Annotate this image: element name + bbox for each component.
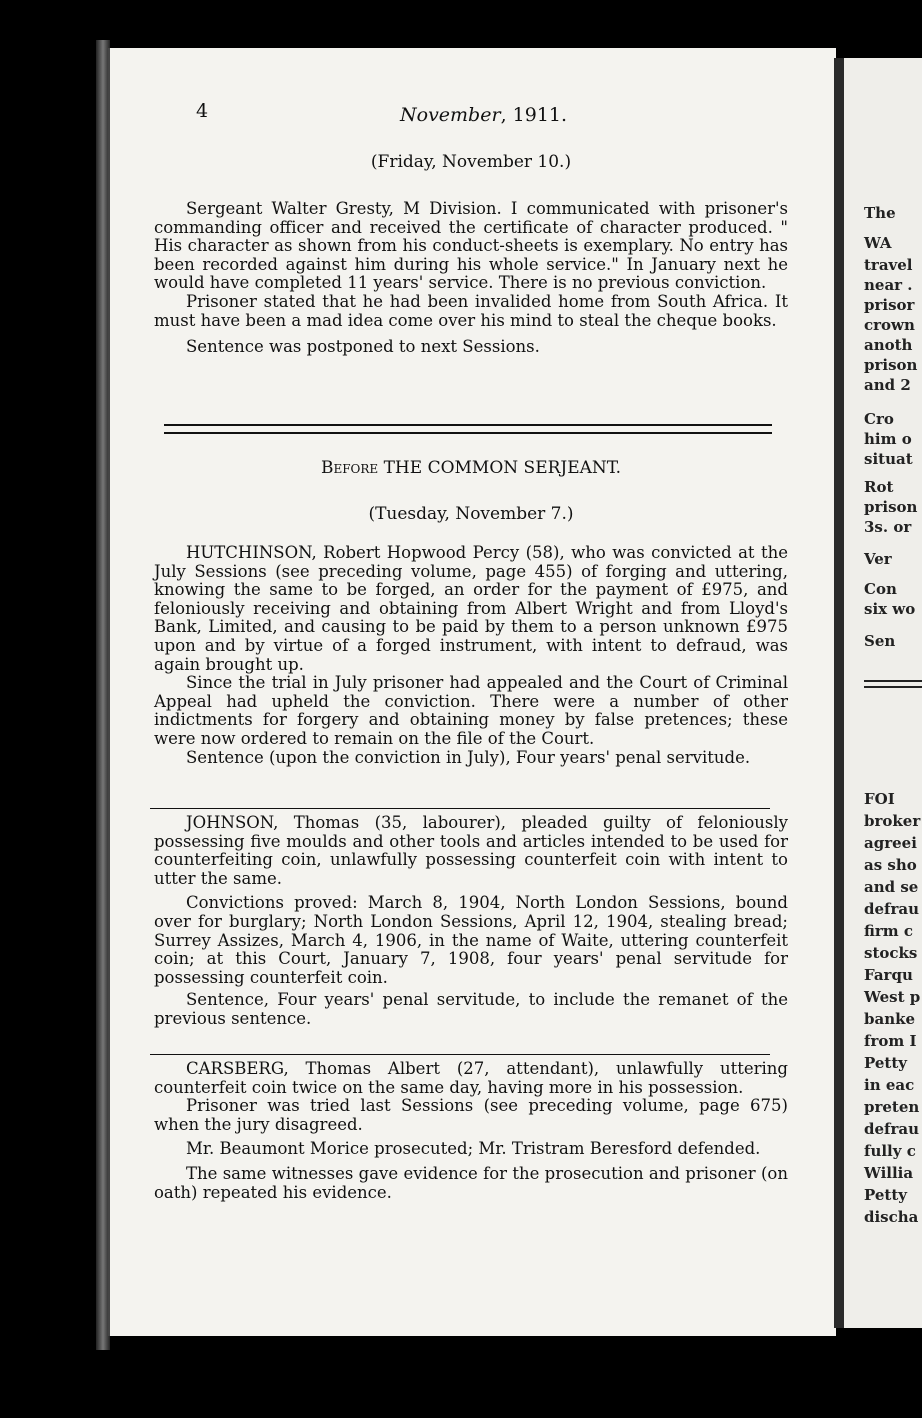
right-page-line: The — [864, 204, 896, 222]
case-carsberg — [154, 1060, 788, 1202]
paragraph: Convictions proved: March 8, 1904, North London Sessions, bound over for burglary; North London Sessions, April 12, 1904, stealing bread; Surrey Assizes, March 4, 1906, in the name of Waite, uttering counterfeit coin; at this Court, January 7, 1908, four years' penal servitude for possessing counterfeit coin. — [154, 893, 788, 987]
right-page-line: defrau — [864, 1120, 920, 1138]
right-page-line: near . — [864, 276, 913, 294]
right-page-line: fully c — [864, 1142, 916, 1160]
court-heading-title: THE COMMON SERJEANT. — [383, 458, 622, 478]
right-page-line: Rot — [864, 478, 894, 496]
paragraph: Since the trial in July prisoner had appealed and the Court of Criminal Appeal had upheld the conviction. There were a number of other indictments for forgery and obtaining money by false pretences; these were now ordered to remain on the file of the Court. — [154, 673, 788, 748]
case-johnson — [154, 814, 788, 1029]
right-page-line: him o — [864, 430, 912, 448]
right-page-line: discha — [864, 1208, 919, 1226]
paragraph: Sentence, Four years' penal servitude, to include the remanet of the previous sentence. — [154, 990, 788, 1028]
case-divider — [150, 808, 770, 809]
right-page-line: Petty — [864, 1186, 907, 1204]
running-head-month: November — [400, 104, 501, 126]
right-page-line: West p — [864, 988, 921, 1006]
court-heading — [154, 458, 788, 478]
right-page-line: WA — [864, 234, 892, 252]
paragraph: Sentence was postponed to next Sessions. — [186, 337, 540, 357]
right-page-line: in eac — [864, 1076, 915, 1094]
paragraph: CARSBERG, Thomas Albert (27, attendant), unlawfully uttering counterfeit coin twice on the same day, having more in his possession. — [154, 1059, 788, 1097]
paragraph: JOHNSON, Thomas (35, labourer), pleaded guilty of feloniously possessing five moulds and other tools and articles intended to be used for counterfeiting coin, unlawfully possessing counterfeit coin with intent to utter the same. — [154, 813, 788, 888]
right-page-line: agreei — [864, 834, 917, 852]
running-head-year: , 1911. — [500, 104, 568, 126]
right-page-line: Farqu — [864, 966, 913, 984]
right-page-line: firm c — [864, 922, 914, 940]
right-page-line: Sen — [864, 632, 896, 650]
right-page-line: situat — [864, 450, 913, 468]
right-page-line: crown — [864, 316, 915, 334]
paragraph: Prisoner was tried last Sessions (see preceding volume, page 675) when the jury disagreed. — [154, 1096, 788, 1134]
right-page-line: Petty — [864, 1054, 907, 1072]
right-page-line: Con — [864, 580, 897, 598]
paragraph: Sergeant Walter Gresty, M Division. I communicated with prisoner's commanding officer and received the certificate of character produced. " His character as shown from his conduct-sheets is exemplary. No entry has been recorded against him during his whole service." In January next he would have completed 11 years' service. There is no previous conviction. — [154, 199, 788, 293]
section-friday — [154, 200, 788, 357]
right-page-line: as sho — [864, 856, 917, 874]
right-page-line: prison — [864, 498, 918, 516]
right-page-line: banke — [864, 1010, 916, 1028]
right-page-line: stocks — [864, 944, 918, 962]
right-page-line: defrau — [864, 900, 920, 918]
right-page-line: Ver — [864, 550, 892, 568]
paragraph: Prisoner stated that he had been invalided home from South Africa. It must have been a mad idea come over his mind to steal the cheque books. — [154, 291, 788, 330]
right-page-line: travel — [864, 256, 913, 274]
right-page-line: six wo — [864, 600, 916, 618]
running-head — [400, 104, 567, 126]
right-page-rule — [864, 686, 922, 688]
page-gutter — [834, 58, 844, 1328]
section-divider-double — [164, 424, 772, 434]
right-page-line: broker — [864, 812, 921, 830]
right-page-line: 3s. or — [864, 518, 912, 536]
case-hutchinson — [154, 544, 788, 767]
case-divider — [150, 1054, 770, 1055]
right-page-line: from I — [864, 1032, 917, 1050]
right-page-line: and se — [864, 878, 919, 896]
page-number: 4 — [196, 100, 209, 122]
right-page-line: prisor — [864, 296, 915, 314]
right-page-line: Willia — [864, 1164, 914, 1182]
right-page-line: anoth — [864, 336, 913, 354]
right-page-line: and 2 — [864, 376, 911, 394]
right-page-rule — [864, 680, 922, 682]
right-page-line: Cro — [864, 410, 894, 428]
right-page-edge — [844, 58, 922, 1328]
paragraph: HUTCHINSON, Robert Hopwood Percy (58), who was convicted at the July Sessions (see preceding volume, page 455) of forging and uttering, knowing the same to be forged, an order for the payment of £975, and feloniously receiving and obtaining from Albert Wright and from Lloyd's Bank, Limited, and causing to be paid by them to a person unknown £975 upon and by virtue of a forged instrument, with intent to defraud, was again brought up. — [154, 543, 788, 674]
right-page-line: prison — [864, 356, 918, 374]
right-page-line: preten — [864, 1098, 920, 1116]
paragraph: Sentence (upon the conviction in July), Four years' penal servitude. — [186, 747, 751, 767]
right-page-line: FOI — [864, 790, 895, 808]
paragraph: The same witnesses gave evidence for the prosecution and prisoner (on oath) repeated his evidence. — [154, 1163, 788, 1202]
date-heading-friday: (Friday, November 10.) — [370, 152, 572, 172]
date-heading-tuesday: (Tuesday, November 7.) — [368, 504, 574, 524]
court-heading-before: Before — [320, 458, 379, 478]
paragraph: Mr. Beaumont Morice prosecuted; Mr. Tristram Beresford defended. — [186, 1139, 761, 1159]
